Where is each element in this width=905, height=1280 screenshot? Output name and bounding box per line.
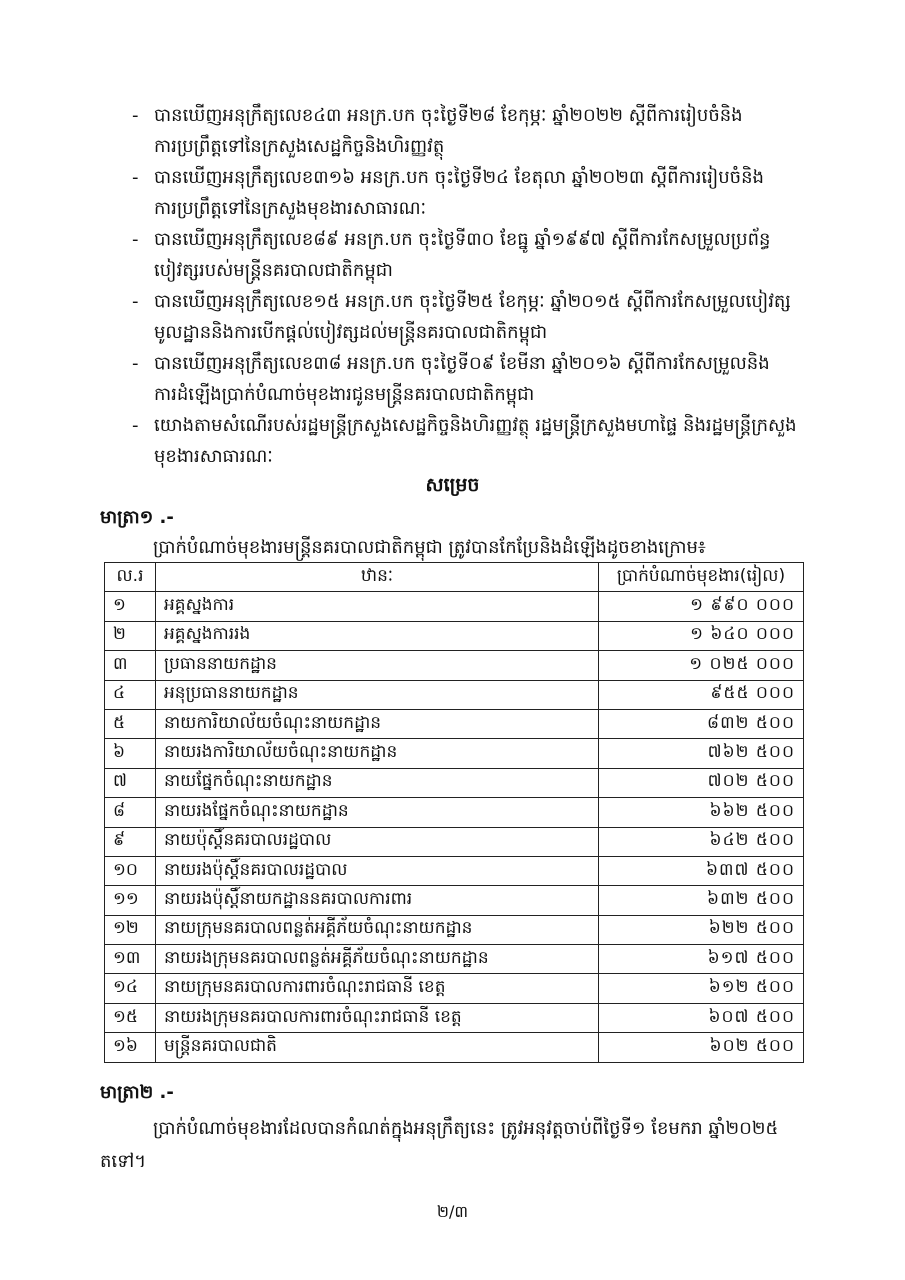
table-row xyxy=(105,1003,804,1032)
row-amount: ៦០២ ៥០០ xyxy=(599,1033,804,1062)
preamble-line: បានឃើញអនុក្រឹត្យលេខ៣១៦ អនក្រ.បក ចុះថ្ងៃទី២៤ ខែតុលា ឆ្នាំ២០២៣ ស្ដីពីការរៀបចំនិង xyxy=(154,167,764,188)
row-amount: ៦៣២ ៥០០ xyxy=(599,886,804,915)
row-title: អគ្គស្នងការរង xyxy=(156,621,599,650)
table-row xyxy=(105,621,804,650)
page-number: ២/៣ xyxy=(436,1202,469,1221)
preamble-item: - បានឃើញអនុក្រឹត្យលេខ៨៩ អនក្រ.បក ចុះថ្ងៃទី៣០ ខែធ្នូ ឆ្នាំ១៩៩៧ ស្ដីពីការកែសម្រួលប្រព័ន្ធ បៀវត្សរបស់មន្ត្រីនគរបាលជាតិកម្ពុជា xyxy=(100,224,820,286)
header-number: ល.រ xyxy=(105,563,156,592)
row-title: នាយការិយាល័យចំណុះនាយកដ្ឋាន xyxy=(156,709,599,738)
header-amount: ប្រាក់បំណាច់មុខងារ(រៀល) xyxy=(599,563,804,592)
preamble-item: - បានឃើញអនុក្រឹត្យលេខ៣៨ អនក្រ.បក ចុះថ្ងៃទី០៩ ខែមីនា ឆ្នាំ២០១៦ ស្ដីពីការកែសម្រួលនិង ការដំឡើងប្រាក់បំណាច់មុខងារជូនមន្ត្រីនគរបាលជាតិកម្ពុជា xyxy=(100,348,820,410)
row-number: ១ xyxy=(105,592,156,621)
row-amount: ៦១២ ៥០០ xyxy=(599,974,804,1003)
preamble-item: - បានឃើញអនុក្រឹត្យលេខ១៥ អនក្រ.បក ចុះថ្ងៃទី២៥ ខែកុម្ភៈ ឆ្នាំ២០១៥ ស្ដីពីការកែសម្រួលបៀវត្ស មូលដ្ឋាននិងការបើកផ្ដល់បៀវត្សដល់មន្ត្រីនគរបាលជាតិកម្ពុជា xyxy=(100,286,820,348)
table-row xyxy=(105,651,804,680)
row-amount: ៦២២ ៥០០ xyxy=(599,915,804,944)
preamble-line: ការប្រព្រឹត្តទៅនៃក្រសួងសេដ្ឋកិច្ចនិងហិរញ្ញវត្ថុ xyxy=(154,136,445,157)
table-row xyxy=(105,974,804,1003)
row-title: នាយប៉ុស្ដិ៍នគរបាលរដ្ឋបាល xyxy=(156,827,599,856)
decision-title: សម្រេច xyxy=(425,474,480,496)
row-number: ៥ xyxy=(105,709,156,738)
table-row xyxy=(105,592,804,621)
table-row xyxy=(105,680,804,709)
row-title: នាយរងប៉ុស្ដិ៍នាយកដ្ឋាននគរបាលការពារ xyxy=(156,886,599,915)
preamble-line: បានឃើញអនុក្រឹត្យលេខ៤៣ អនក្រ.បក ចុះថ្ងៃទី២៨ ខែកុម្ភៈ ឆ្នាំ២០២២ ស្ដីពីការរៀបចំនិង xyxy=(154,105,743,126)
header-title: ឋានៈ xyxy=(156,563,599,592)
table-row xyxy=(105,827,804,856)
row-title: អគ្គស្នងការ xyxy=(156,592,599,621)
table-row xyxy=(105,709,804,738)
preamble-line: បានឃើញអនុក្រឹត្យលេខ៨៩ អនក្រ.បក ចុះថ្ងៃទី៣០ ខែធ្នូ ឆ្នាំ១៩៩៧ ស្ដីពីការកែសម្រួលប្រព័ន្ធ xyxy=(154,229,771,250)
row-title: នាយក្រុមនគរបាលពន្លត់អគ្គីភ័យចំណុះនាយកដ្ឋាន xyxy=(156,915,599,944)
table-row xyxy=(105,739,804,768)
row-title: អនុប្រធាននាយកដ្ឋាន xyxy=(156,680,599,709)
preamble-line: បានឃើញអនុក្រឹត្យលេខ៣៨ អនក្រ.បក ចុះថ្ងៃទី០៩ ខែមីនា ឆ្នាំ២០១៦ ស្ដីពីការកែសម្រួលនិង xyxy=(154,353,770,374)
row-amount: ១ ៩៩០ ០០០ xyxy=(599,592,804,621)
preamble-item: - បានឃើញអនុក្រឹត្យលេខ៣១៦ អនក្រ.បក ចុះថ្ងៃទី២៤ ខែតុលា ឆ្នាំ២០២៣ ស្ដីពីការរៀបចំនិង ការប្រព្រឹត្តទៅនៃក្រសួងមុខងារសាធារណៈ xyxy=(100,162,820,224)
table-row xyxy=(105,768,804,797)
row-title: នាយរងប៉ុស្ដិ៍នគរបាលរដ្ឋបាល xyxy=(156,856,599,885)
row-title: នាយផ្នែកចំណុះនាយកដ្ឋាន xyxy=(156,768,599,797)
table-row xyxy=(105,945,804,974)
table-row xyxy=(105,1033,804,1062)
preamble-line: មូលដ្ឋាននិងការបើកផ្ដល់បៀវត្សដល់មន្ត្រីនគរបាលជាតិកម្ពុជា xyxy=(154,322,548,343)
preamble-line: យោងតាមសំណើរបស់រដ្ឋមន្ត្រីក្រសួងសេដ្ឋកិច្ចនិងហិរញ្ញវត្ថុ រដ្ឋមន្ត្រីក្រសួងមហាផ្ទៃ និងរដ្ឋមន្ត្រីក្រសួង xyxy=(154,415,797,436)
row-title: ប្រធាននាយកដ្ឋាន xyxy=(156,651,599,680)
preamble-item: - យោងតាមសំណើរបស់រដ្ឋមន្ត្រីក្រសួងសេដ្ឋកិច្ចនិងហិរញ្ញវត្ថុ រដ្ឋមន្ត្រីក្រសួងមហាផ្ទៃ និងរដ្ឋមន្ត្រីក្រសួង មុខងារសាធារណៈ xyxy=(100,410,820,472)
row-title: មន្ត្រីនគរបាលជាតិ xyxy=(156,1033,599,1062)
table-row xyxy=(105,915,804,944)
row-amount: ៨៣២ ៥០០ xyxy=(599,709,804,738)
row-title: នាយរងក្រុមនគរបាលពន្លត់អគ្គីភ័យចំណុះនាយកដ្ឋាន xyxy=(156,945,599,974)
row-number: ៧ xyxy=(105,768,156,797)
row-amount: ៦៦២ ៥០០ xyxy=(599,798,804,827)
preamble-list xyxy=(100,100,820,472)
row-amount: ១ ០២៥ ០០០ xyxy=(599,651,804,680)
row-title: នាយរងការិយាល័យចំណុះនាយកដ្ឋាន xyxy=(156,739,599,768)
preamble-item: - បានឃើញអនុក្រឹត្យលេខ៤៣ អនក្រ.បក ចុះថ្ងៃទី២៨ ខែកុម្ភៈ ឆ្នាំ២០២២ ស្ដីពីការរៀបចំនិង ការប្រព្រឹត្តទៅនៃក្រសួងសេដ្ឋកិច្ចនិងហិរញ្ញវត្ថុ xyxy=(100,100,820,162)
row-title: នាយរងក្រុមនគរបាលការពារចំណុះរាជធានី ខេត្ត xyxy=(156,1003,599,1032)
table-row xyxy=(105,856,804,885)
row-number: ១៣ xyxy=(105,945,156,974)
row-amount: ៧៦២ ៥០០ xyxy=(599,739,804,768)
row-title: នាយរងផ្នែកចំណុះនាយកដ្ឋាន xyxy=(156,798,599,827)
row-number: ១៤ xyxy=(105,974,156,1003)
row-number: ៣ xyxy=(105,651,156,680)
allowance-table xyxy=(104,562,804,1063)
row-amount: ៦០៧ ៥០០ xyxy=(599,1003,804,1032)
article-1-intro: ប្រាក់បំណាច់មុខងារមន្ត្រីនគរបាលជាតិកម្ពុជា ត្រូវបានកែប្រែនិងដំឡើងដូចខាងក្រោម៖ xyxy=(153,537,706,558)
row-number: ១៦ xyxy=(105,1033,156,1062)
preamble-line: បៀវត្សរបស់មន្ត្រីនគរបាលជាតិកម្ពុជា xyxy=(154,260,393,281)
table-row xyxy=(105,798,804,827)
row-amount: ១ ៦៤០ ០០០ xyxy=(599,621,804,650)
row-number: ៩ xyxy=(105,827,156,856)
preamble-line: បានឃើញអនុក្រឹត្យលេខ១៥ អនក្រ.បក ចុះថ្ងៃទី២៥ ខែកុម្ភៈ ឆ្នាំ២០១៥ ស្ដីពីការកែសម្រួលបៀវត្ស xyxy=(154,291,791,312)
row-number: ១២ xyxy=(105,915,156,944)
row-number: ១១ xyxy=(105,886,156,915)
preamble-line: ការប្រព្រឹត្តទៅនៃក្រសួងមុខងារសាធារណៈ xyxy=(154,198,427,219)
row-amount: ៦១៧ ៥០០ xyxy=(599,945,804,974)
row-title: នាយក្រុមនគរបាលការពារចំណុះរាជធានី ខេត្ត xyxy=(156,974,599,1003)
article-2-heading: មាត្រា២ .- xyxy=(100,1082,174,1103)
article-2-text: ប្រាក់បំណាច់មុខងារដែលបានកំណត់ក្នុងអនុក្រឹត្យនេះ ត្រូវអនុវត្តចាប់ពីថ្ងៃទី១ ខែមករា ឆ្នាំ២០២៥ តទៅ។ xyxy=(100,1118,779,1172)
table-row xyxy=(105,886,804,915)
article-1-heading: មាត្រា១ .- xyxy=(100,507,174,528)
row-number: ៤ xyxy=(105,680,156,709)
row-amount: ៦៣៧ ៥០០ xyxy=(599,856,804,885)
row-number: ៦ xyxy=(105,739,156,768)
row-amount: ៩៥៥ ០០០ xyxy=(599,680,804,709)
row-amount: ៧០២ ៥០០ xyxy=(599,768,804,797)
row-number: ១០ xyxy=(105,856,156,885)
row-number: ២ xyxy=(105,621,156,650)
preamble-line: ការដំឡើងប្រាក់បំណាច់មុខងារជូនមន្ត្រីនគរបាលជាតិកម្ពុជា xyxy=(154,384,535,405)
row-number: ៨ xyxy=(105,798,156,827)
preamble-line: មុខងារសាធារណៈ xyxy=(154,446,273,467)
row-amount: ៦៤២ ៥០០ xyxy=(599,827,804,856)
row-number: ១៥ xyxy=(105,1003,156,1032)
table-header-row xyxy=(105,563,804,592)
